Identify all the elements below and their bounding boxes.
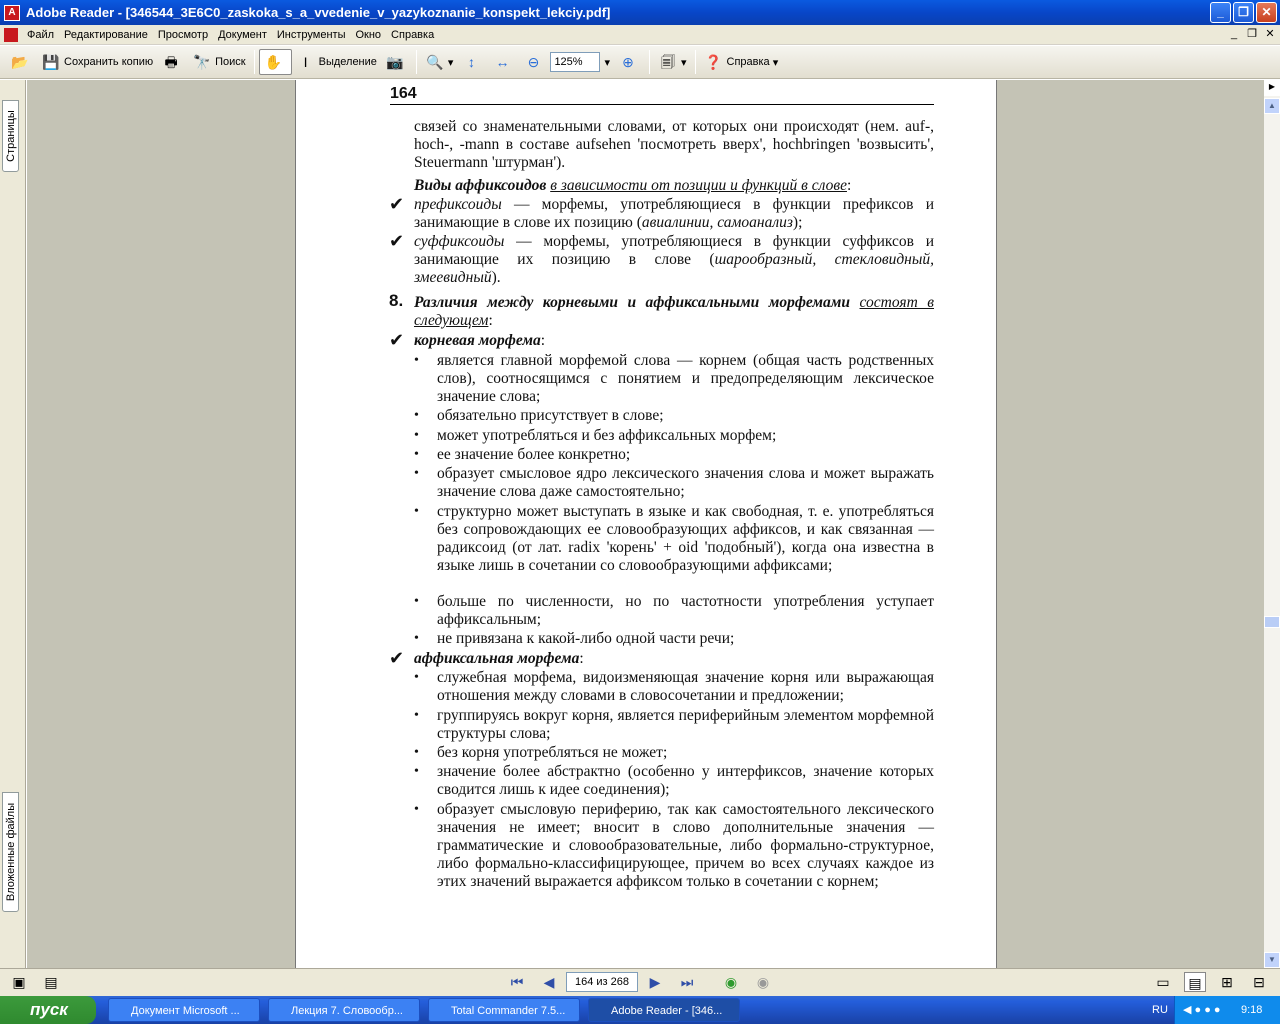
clock: 9:18 — [1241, 1004, 1263, 1016]
list-item: группируясь вокруг корня, является периферийным элементом морфемной структуры слова; — [437, 707, 934, 742]
vertical-scrollbar[interactable] — [1264, 80, 1280, 968]
folder-open-icon: 📂 — [11, 54, 29, 70]
minus-circle-icon: ⊖ — [527, 54, 540, 70]
next-page-button[interactable]: ▶ — [649, 974, 661, 990]
doc-restore-button[interactable]: ❐ — [1247, 28, 1257, 40]
help-icon: ❓ — [704, 54, 723, 70]
menu-document[interactable]: Документ — [218, 28, 267, 41]
bullet-icon: • — [414, 764, 419, 779]
attachments-tab[interactable]: Вложенные файлы — [2, 792, 19, 912]
save-copy-button[interactable]: 💾 Сохранить копию — [42, 54, 154, 70]
open-button[interactable] — [6, 49, 37, 75]
first-page-button[interactable]: ⏮ — [510, 974, 524, 990]
bullet-icon: • — [414, 745, 419, 760]
close-button[interactable]: ✕ — [1256, 2, 1277, 23]
continuous-facing-icon[interactable]: ⊟ — [1253, 974, 1265, 990]
list-item: суффиксоиды — морфемы, употребляющиеся в функции суффиксов и занимающие их позицию в слове (шарообразный, стекловидный, змеевидный). — [414, 233, 934, 286]
scroll-thumb[interactable] — [1264, 616, 1280, 628]
paragraph: связей со знаменательными словами, от которых они происходят (нем. auf-, hoch-, -mann в составе aufsehen 'посмотреть вверх', hochbringen 'возвысить', Steuermann 'штурман'). — [414, 118, 934, 171]
scroll-down-button[interactable]: ▼ — [1264, 952, 1280, 968]
subheading-root: корневая морфема: — [414, 332, 546, 349]
start-button[interactable]: пуск — [0, 996, 96, 1024]
title-bar — [0, 0, 1280, 25]
list-item: обязательно присутствует в слове; — [437, 407, 664, 424]
list-item: является главной морфемой слова — корнем (общая часть родственных слов), соотносящимся с понятием и предопределяющим лексическое значение слова; — [437, 352, 934, 405]
hand-icon: ✋ — [264, 54, 283, 70]
status-bar — [0, 968, 1280, 996]
heading-affixoids: Виды аффиксоидов в зависимости от позиции и функций в слове: — [414, 177, 852, 194]
pages-icon: 🗐 — [660, 54, 675, 70]
bullet-icon: • — [414, 670, 419, 685]
fit-height-button[interactable] — [457, 49, 488, 75]
task-total-commander[interactable]: Total Commander 7.5... — [428, 998, 580, 1022]
chevron-down-icon: ▾ — [604, 56, 610, 69]
task-word[interactable]: Документ Microsoft ... — [108, 998, 260, 1022]
list-item: значение более абстрактно (особенно у интерфиксов, значение которых сводится лишь к идее соединения); — [437, 763, 934, 798]
help-button[interactable]: ❓ Справка ▾ — [704, 54, 779, 70]
fit-width-button[interactable] — [488, 49, 519, 75]
menu-help[interactable]: Справка — [391, 28, 435, 41]
navigation-pane — [0, 80, 26, 968]
maximize-button[interactable]: ❐ — [1233, 2, 1254, 23]
zoom-field[interactable]: 125% — [550, 52, 600, 72]
bullet-icon: • — [414, 802, 419, 817]
document-area[interactable] — [27, 80, 1264, 968]
page-number: 164 — [390, 85, 417, 102]
check-icon: ✔ — [389, 330, 405, 350]
menu-window[interactable]: Окно — [355, 28, 382, 41]
camera-icon: 📷 — [386, 54, 404, 70]
fit-width-icon: ↔ — [495, 54, 510, 70]
heading-differences: Различия между корневыми и аффиксальными морфемами состоят в следующем: — [414, 294, 935, 329]
magnifier-icon: 🔍 — [426, 54, 444, 70]
menu-tools[interactable]: Инструменты — [276, 28, 346, 41]
check-icon: ✔ — [389, 231, 405, 251]
page-view-icon[interactable]: ▣ — [12, 974, 26, 990]
page-layout-button[interactable]: 🗐 ▾ — [654, 49, 691, 75]
doc-minimize-button[interactable]: _ — [1230, 28, 1238, 40]
fit-page-icon: ↕ — [467, 54, 475, 70]
menu-bar — [0, 25, 1280, 45]
menu-edit[interactable]: Редактирование — [64, 28, 148, 41]
single-page-icon[interactable]: ▭ — [1156, 974, 1170, 990]
prev-page-button[interactable]: ◀ — [543, 974, 555, 990]
scroll-up-button[interactable]: ▲ — [1264, 98, 1280, 114]
list-item: образует смысловое ядро лексического значения слова и может выражать значение слова даже самостоятельно; — [437, 465, 934, 500]
hand-tool-button[interactable] — [259, 49, 292, 75]
bullet-icon: • — [414, 631, 419, 646]
list-item: префиксоиды — морфемы, употребляющиеся в функции префиксов и занимающие в слове их позицию (авиалинии, самоанализ); — [414, 196, 934, 231]
bullet-icon: • — [414, 353, 419, 368]
facing-icon[interactable]: ⊞ — [1221, 974, 1233, 990]
bullet-icon: • — [414, 594, 419, 609]
subheading-affix: аффиксальная морфема: — [414, 650, 584, 667]
pages-tab[interactable]: Страницы — [2, 100, 19, 172]
printer-icon: 🖶 — [164, 54, 178, 70]
page-number-field[interactable]: 164 из 268 — [566, 972, 638, 992]
print-button[interactable] — [157, 49, 188, 75]
task-lecture[interactable]: Лекция 7. Словообр... — [268, 998, 420, 1022]
zoom-dropdown[interactable] — [600, 49, 614, 75]
text-cursor-icon: I — [303, 54, 308, 70]
bullet-icon: • — [414, 408, 419, 423]
forward-button[interactable]: ◉ — [756, 974, 770, 990]
section-number: 8. — [389, 291, 404, 310]
header-rule — [390, 104, 934, 105]
bullet-icon: • — [414, 504, 419, 519]
zoom-in-tool-button[interactable]: 🔍 ▾ — [426, 54, 454, 70]
split-arrow-icon[interactable]: ▶ — [1264, 80, 1280, 96]
bullet-icon: • — [414, 447, 419, 462]
bullet-icon: • — [414, 708, 419, 723]
check-icon: ✔ — [389, 648, 405, 668]
binoculars-icon: 🔭 — [193, 54, 211, 70]
doc-close-button[interactable]: ✕ — [1265, 28, 1275, 40]
list-item: не привязана к какой-либо одной части речи; — [437, 630, 735, 647]
list-item: образует смысловую периферию, так как самостоятельного лексического значения не имеет; вносит в слово дополнительные значения — грамматические и словообразовательные, либо формально-структурное, либо формально-классифицирующее, причем во всех случаях каждое из этих значений выражается аффиксом только в сочетании с корнем; — [437, 801, 934, 890]
list-item: без корня употребляться не может; — [437, 744, 668, 761]
adobe-reader-icon: A — [4, 5, 20, 21]
task-adobe-reader[interactable]: Adobe Reader - [346... — [588, 998, 740, 1022]
list-item: служебная морфема, видоизменяющая значение корня или выражающая отношения между словами в словосочетании и предложении; — [437, 669, 934, 704]
zoom-out-button[interactable] — [519, 49, 550, 75]
list-item: может употребляться и без аффиксальных морфем; — [437, 427, 777, 444]
system-tray — [1174, 996, 1280, 1024]
snapshot-button[interactable] — [381, 49, 412, 75]
check-icon: ✔ — [389, 194, 405, 214]
menu-view[interactable]: Просмотр — [157, 28, 209, 41]
toolbar — [0, 46, 1280, 79]
menu-file[interactable]: Файл — [27, 28, 55, 41]
select-tool-button[interactable]: I Выделение — [292, 49, 381, 75]
bullet-icon: • — [414, 466, 419, 481]
pdf-page — [295, 80, 997, 968]
minimize-button[interactable]: _ — [1210, 2, 1231, 23]
bullet-icon: • — [414, 428, 419, 443]
window-title: Adobe Reader - [346544_3E6C0_zaskoka_s_a_vvedenie_v_yazykoznanie_konspekt_lekciy.pdf] — [26, 5, 611, 20]
plus-circle-icon: ⊕ — [622, 54, 634, 70]
tray-icons: ◀ ● ● ● — [1183, 1004, 1221, 1016]
pdf-doc-icon — [4, 28, 18, 42]
last-page-button[interactable]: ⏭ — [680, 974, 694, 990]
continuous-icon[interactable]: ▤ — [1184, 972, 1206, 992]
taskbar — [0, 996, 1280, 1024]
language-indicator[interactable]: RU — [1152, 1004, 1168, 1016]
list-item: больше по численности, но по частотности употребления уступает аффиксальным; — [437, 593, 934, 628]
zoom-in-button[interactable] — [614, 49, 645, 75]
search-button[interactable]: 🔭 Поиск — [193, 54, 246, 70]
list-item: ее значение более конкретно; — [437, 446, 631, 463]
floppy-icon: 💾 — [42, 54, 60, 70]
back-button[interactable]: ◉ — [724, 974, 738, 990]
list-item: структурно может выступать в языке и как свободная, т. е. употребляться без сопровождающих ее словообразующих аффиксов, и как связанная — радиксоид (от лат. radix 'корень' + oid 'подобный'), когда она известна в языке лишь в сочетании со словообразующими аффиксами; — [437, 503, 934, 574]
panel-toggle-icon[interactable]: ▤ — [44, 974, 58, 990]
